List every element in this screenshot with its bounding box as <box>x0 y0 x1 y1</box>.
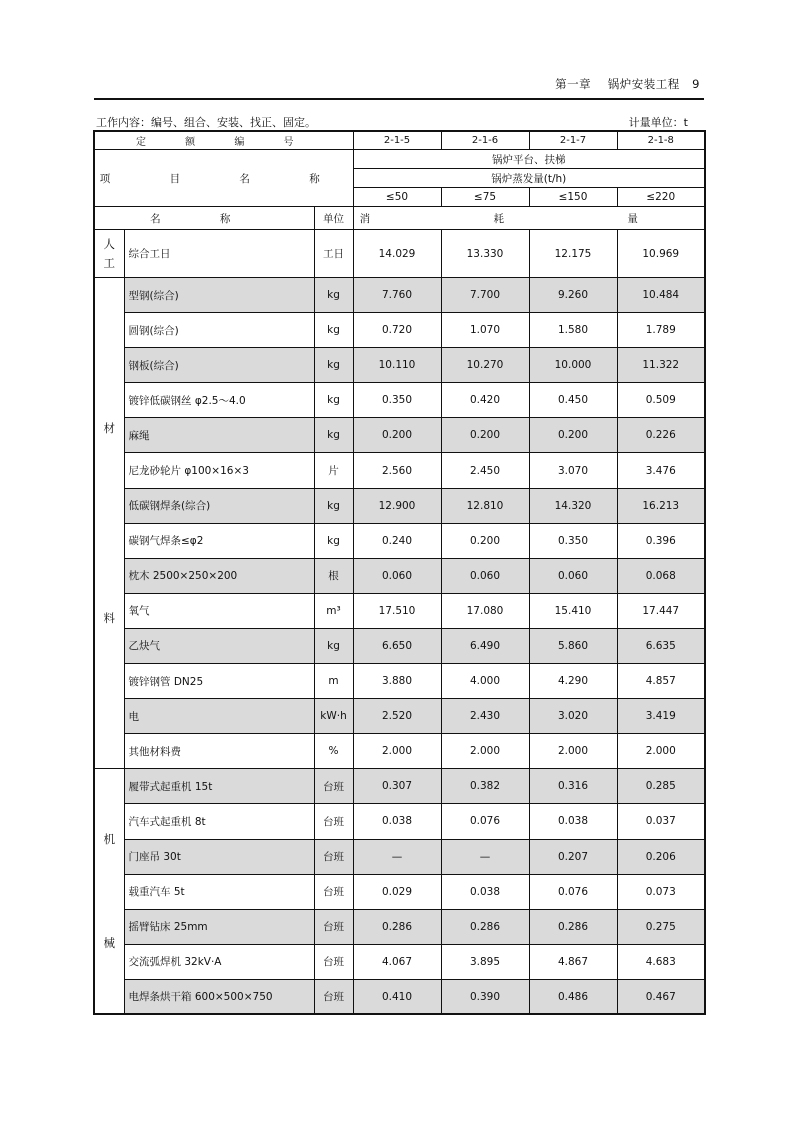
item-unit: kg <box>314 278 353 313</box>
value-cell: 0.060 <box>353 558 441 593</box>
value-cell: 6.490 <box>441 628 529 663</box>
item-name: 镀锌钢管 DN25 <box>124 664 314 699</box>
value-cell: 0.390 <box>441 979 529 1014</box>
value-cell: 2.000 <box>441 734 529 769</box>
capacity-cell: ≤220 <box>617 188 705 207</box>
category-cell <box>94 278 124 769</box>
value-cell: 4.857 <box>617 664 705 699</box>
group-title-row <box>94 150 705 169</box>
table-row <box>94 664 705 699</box>
item-name: 电 <box>124 699 314 734</box>
code-cell: 2-1-5 <box>353 131 441 150</box>
col-consumption-header: 消 耗 量 <box>353 207 705 230</box>
category-char: 工 <box>103 255 115 270</box>
table-row <box>94 839 705 874</box>
value-cell: 15.410 <box>529 593 617 628</box>
table-row <box>94 979 705 1014</box>
item-unit: 台班 <box>314 874 353 909</box>
value-cell: 3.020 <box>529 699 617 734</box>
value-cell: 2.000 <box>353 734 441 769</box>
page-header-text <box>555 76 700 92</box>
value-cell: 11.322 <box>617 348 705 383</box>
value-cell: 1.580 <box>529 313 617 348</box>
value-cell: 6.635 <box>617 628 705 663</box>
item-unit: kg <box>314 348 353 383</box>
item-label: 项 目 名 称 <box>94 150 353 207</box>
item-name: 乙炔气 <box>124 628 314 663</box>
value-cell: 0.207 <box>529 839 617 874</box>
value-cell: 17.080 <box>441 593 529 628</box>
table-row <box>94 944 705 979</box>
value-cell: 0.076 <box>529 874 617 909</box>
code-row <box>94 131 705 150</box>
code-cell: 2-1-7 <box>529 131 617 150</box>
value-cell: 17.510 <box>353 593 441 628</box>
value-cell: 2.000 <box>529 734 617 769</box>
item-name: 电焊条烘干箱 600×500×750 <box>124 979 314 1014</box>
item-name: 综合工日 <box>124 230 314 278</box>
item-name: 其他材料费 <box>124 734 314 769</box>
value-cell: 0.286 <box>441 909 529 944</box>
quota-table <box>93 130 706 1015</box>
work-content-line <box>94 114 704 130</box>
category-char: 械 <box>103 936 115 951</box>
table-row <box>94 804 705 839</box>
item-unit: kW·h <box>314 699 353 734</box>
value-cell: 3.476 <box>617 453 705 488</box>
value-cell: 1.789 <box>617 313 705 348</box>
value-cell: 12.810 <box>441 488 529 523</box>
table-row <box>94 874 705 909</box>
value-cell: 4.000 <box>441 664 529 699</box>
table-row <box>94 909 705 944</box>
value-cell: 0.286 <box>529 909 617 944</box>
item-name: 氧气 <box>124 593 314 628</box>
value-cell: 10.969 <box>617 230 705 278</box>
table-row <box>94 769 705 804</box>
value-cell: 5.860 <box>529 628 617 663</box>
value-cell: 10.270 <box>441 348 529 383</box>
code-cell: 2-1-6 <box>441 131 529 150</box>
item-name: 镀锌低碳钢丝 φ2.5～4.0 <box>124 383 314 418</box>
item-name: 枕木 2500×250×200 <box>124 558 314 593</box>
value-cell: 0.206 <box>617 839 705 874</box>
value-cell: 0.285 <box>617 769 705 804</box>
item-name: 麻绳 <box>124 418 314 453</box>
table-row <box>94 488 705 523</box>
category-char: 机 <box>103 832 115 846</box>
value-cell: 2.430 <box>441 699 529 734</box>
table-row <box>94 278 705 313</box>
value-cell: 10.000 <box>529 348 617 383</box>
value-cell: 3.419 <box>617 699 705 734</box>
item-unit: 台班 <box>314 769 353 804</box>
category-char: 料 <box>103 611 115 626</box>
value-cell: 0.307 <box>353 769 441 804</box>
value-cell: 3.070 <box>529 453 617 488</box>
section-title: 锅炉安装工程 <box>607 77 680 91</box>
category-cell <box>94 769 124 1015</box>
value-cell: 10.484 <box>617 278 705 313</box>
item-name: 摇臂钻床 25mm <box>124 909 314 944</box>
item-unit: 台班 <box>314 979 353 1014</box>
item-unit: kg <box>314 628 353 663</box>
value-cell: 3.895 <box>441 944 529 979</box>
table-row <box>94 558 705 593</box>
table-row <box>94 313 705 348</box>
value-cell: 12.175 <box>529 230 617 278</box>
category-char: 人 <box>103 237 115 252</box>
item-unit: 工日 <box>314 230 353 278</box>
col-name-header: 名 称 <box>94 207 314 230</box>
value-cell: 0.509 <box>617 383 705 418</box>
value-cell: 9.260 <box>529 278 617 313</box>
value-cell: — <box>353 839 441 874</box>
value-cell: 12.900 <box>353 488 441 523</box>
capacity-cell: ≤50 <box>353 188 441 207</box>
value-cell: 0.240 <box>353 523 441 558</box>
item-unit: 台班 <box>314 804 353 839</box>
table-row <box>94 383 705 418</box>
value-cell: 17.447 <box>617 593 705 628</box>
table-row <box>94 230 705 278</box>
value-cell: 10.110 <box>353 348 441 383</box>
value-cell: 0.420 <box>441 383 529 418</box>
item-unit: % <box>314 734 353 769</box>
value-cell: 0.486 <box>529 979 617 1014</box>
value-cell: 0.038 <box>441 874 529 909</box>
header-rule <box>94 98 704 100</box>
work-content: 工作内容：编号、组合、安装、找正、固定。 <box>96 116 316 129</box>
table-row <box>94 628 705 663</box>
item-unit: 台班 <box>314 909 353 944</box>
group-title: 锅炉平台、扶梯 <box>353 150 705 169</box>
value-cell: 0.038 <box>353 804 441 839</box>
value-cell: 0.073 <box>617 874 705 909</box>
item-name: 尼龙砂轮片 φ100×16×3 <box>124 453 314 488</box>
table-row <box>94 418 705 453</box>
value-cell: 7.700 <box>441 278 529 313</box>
value-cell: 0.200 <box>441 523 529 558</box>
item-unit: kg <box>314 383 353 418</box>
value-cell: 0.060 <box>529 558 617 593</box>
value-cell: 0.450 <box>529 383 617 418</box>
value-cell: 0.200 <box>441 418 529 453</box>
value-cell: 0.060 <box>441 558 529 593</box>
item-name: 碳钢气焊条≤φ2 <box>124 523 314 558</box>
value-cell: 13.330 <box>441 230 529 278</box>
col-unit-header: 单位 <box>314 207 353 230</box>
item-name: 型钢(综合) <box>124 278 314 313</box>
table-row <box>94 593 705 628</box>
item-unit: kg <box>314 313 353 348</box>
capacity-cell: ≤75 <box>441 188 529 207</box>
value-cell: 0.200 <box>529 418 617 453</box>
column-header-row <box>94 207 705 230</box>
item-unit: 台班 <box>314 839 353 874</box>
value-cell: 0.286 <box>353 909 441 944</box>
table-row <box>94 699 705 734</box>
value-cell: 4.290 <box>529 664 617 699</box>
value-cell: 0.467 <box>617 979 705 1014</box>
value-cell: 0.720 <box>353 313 441 348</box>
value-cell: 2.450 <box>441 453 529 488</box>
measure-unit: 计量单位：t <box>628 116 688 129</box>
value-cell: 4.067 <box>353 944 441 979</box>
param-title: 锅炉蒸发量(t/h) <box>353 169 705 188</box>
category-char: 材 <box>103 420 115 435</box>
value-cell: 4.683 <box>617 944 705 979</box>
value-cell: 0.396 <box>617 523 705 558</box>
item-unit: m <box>314 664 353 699</box>
value-cell: 0.350 <box>529 523 617 558</box>
item-unit: kg <box>314 523 353 558</box>
value-cell: 0.226 <box>617 418 705 453</box>
value-cell: 0.275 <box>617 909 705 944</box>
code-cell: 2-1-8 <box>617 131 705 150</box>
value-cell: — <box>441 839 529 874</box>
item-name: 圆钢(综合) <box>124 313 314 348</box>
chapter-label: 第一章 <box>555 77 592 91</box>
table-row <box>94 523 705 558</box>
value-cell: 14.029 <box>353 230 441 278</box>
value-cell: 0.068 <box>617 558 705 593</box>
value-cell: 0.076 <box>441 804 529 839</box>
page-header <box>94 72 704 100</box>
value-cell: 0.037 <box>617 804 705 839</box>
value-cell: 1.070 <box>441 313 529 348</box>
category-cell <box>94 230 124 278</box>
capacity-cell: ≤150 <box>529 188 617 207</box>
item-name: 汽车式起重机 8t <box>124 804 314 839</box>
value-cell: 14.320 <box>529 488 617 523</box>
page-number: 9 <box>692 77 700 91</box>
item-name: 载重汽车 5t <box>124 874 314 909</box>
value-cell: 6.650 <box>353 628 441 663</box>
value-cell: 2.000 <box>617 734 705 769</box>
item-unit: 片 <box>314 453 353 488</box>
value-cell: 0.382 <box>441 769 529 804</box>
table-row <box>94 734 705 769</box>
value-cell: 0.316 <box>529 769 617 804</box>
item-unit: 根 <box>314 558 353 593</box>
value-cell: 0.410 <box>353 979 441 1014</box>
item-name: 交流弧焊机 32kV·A <box>124 944 314 979</box>
value-cell: 2.520 <box>353 699 441 734</box>
value-cell: 0.038 <box>529 804 617 839</box>
value-cell: 7.760 <box>353 278 441 313</box>
item-name: 钢板(综合) <box>124 348 314 383</box>
item-name: 门座吊 30t <box>124 839 314 874</box>
item-unit: m³ <box>314 593 353 628</box>
value-cell: 0.029 <box>353 874 441 909</box>
value-cell: 16.213 <box>617 488 705 523</box>
item-unit: 台班 <box>314 944 353 979</box>
value-cell: 4.867 <box>529 944 617 979</box>
value-cell: 0.350 <box>353 383 441 418</box>
table-row <box>94 453 705 488</box>
item-unit: kg <box>314 418 353 453</box>
value-cell: 2.560 <box>353 453 441 488</box>
code-label: 定 额 编 号 <box>94 131 353 150</box>
table-row <box>94 348 705 383</box>
item-name: 履带式起重机 15t <box>124 769 314 804</box>
value-cell: 0.200 <box>353 418 441 453</box>
value-cell: 3.880 <box>353 664 441 699</box>
item-unit: kg <box>314 488 353 523</box>
item-name: 低碳钢焊条(综合) <box>124 488 314 523</box>
